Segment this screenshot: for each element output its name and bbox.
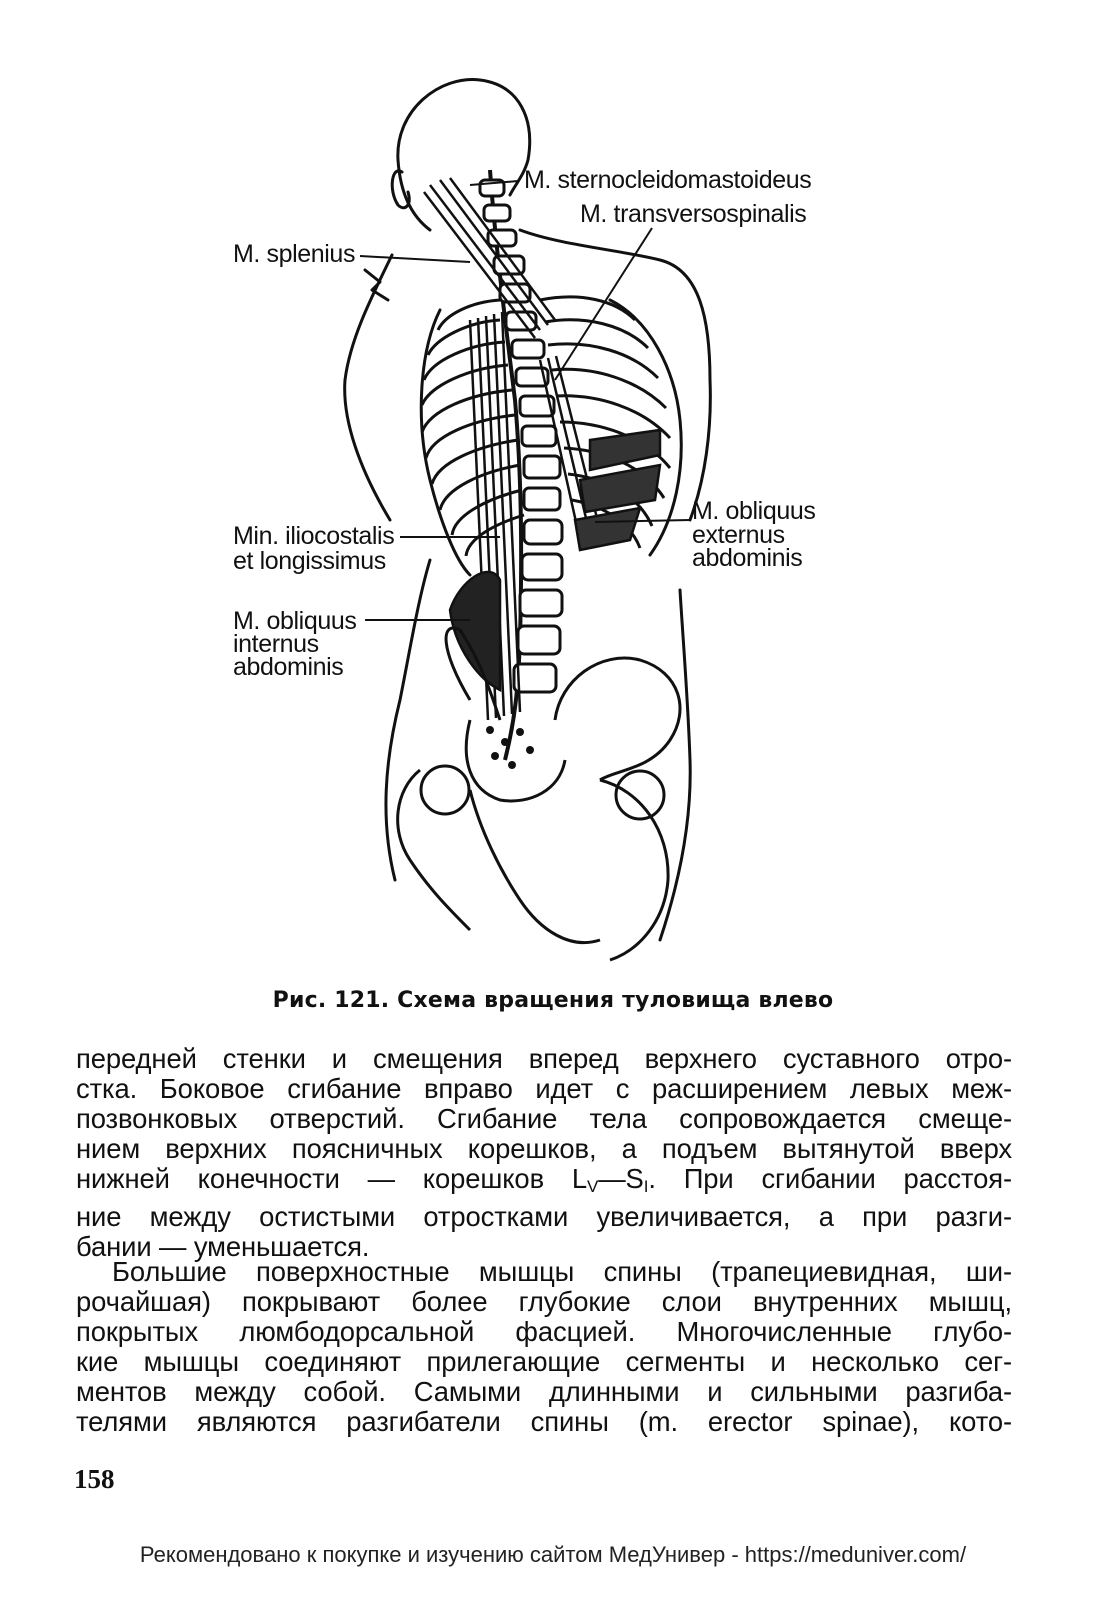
page-number: 158 [74,1464,115,1494]
figure-caption: Рис. 121. Схема вращения туловища влево [272,988,834,1013]
head-outline [398,80,530,195]
left-shoulder [345,255,392,520]
text-line: ментов между собой. Самыми длинными и сильными разгиба- [76,1376,1012,1407]
right-trunk [660,590,690,940]
text-segment: нижней конечности — корешков L [76,1163,587,1194]
subscript: V [587,1177,599,1196]
text-line: телями являются разгибатели спины (m. erector spinae), кото- [76,1406,1012,1437]
text-line: нием верхних поясничных корешков, а подъем вытянутой вверх [76,1133,1012,1164]
paragraph-2 [76,1257,1012,1437]
text-line: передней стенки и смещения вперед верхнего суставного отро- [76,1043,1012,1074]
label-obliquus-internus-1: M. obliquus [233,607,357,635]
label-obliquus-externus-2: externus [692,521,785,549]
label-iliocostalis-1: Min. iliocostalis [233,522,395,550]
text-segment: —S [598,1163,644,1194]
text-line: бании — уменьшается. [76,1231,370,1262]
left-trunk [386,560,430,880]
label-iliocostalis-2: et longissimus [233,547,386,575]
text-line [76,1164,1012,1202]
paragraph-1 [76,1044,1012,1262]
text-line: ние между остистыми отростками увеличивается, а при разги- [76,1201,1012,1232]
subscript: I [643,1177,649,1196]
text-line: кие мышцы соединяют прилегающие сегменты и несколько сег- [76,1346,1012,1377]
text-line: Большие поверхностные мышцы спины (трапециевидная, ши- [112,1256,1012,1287]
text-line: покрытых люмбодорсальной фасцией. Многочисленные глубо- [76,1316,1012,1347]
label-obliquus-externus-3: abdominis [692,544,803,572]
label-obliquus-externus-1: M. obliquus [692,497,816,525]
text-segment: . При сгибании расстоя- [648,1163,1012,1194]
label-sternocleidomastoideus: M. sternocleidomastoideus [524,166,812,194]
text-line: позвонковых отверстий. Сгибание тела сопровождается смеще- [76,1103,1012,1134]
text-line: рочайшая) покрывают более глубокие слои внутренних мышц, [76,1286,1012,1317]
label-splenius: M. splenius [233,240,356,268]
footer-watermark: Рекомендовано к покупке и изучению сайтом МедУнивер - https://meduniver.com/ [139,1542,967,1567]
label-obliquus-internus-3: abdominis [233,653,344,681]
label-obliquus-internus-2: internus [233,630,319,658]
label-transversospinalis: M. transversospinalis [580,200,807,228]
text-line: стка. Боковое сгибание вправо идет с расширением левых меж- [76,1073,1012,1104]
